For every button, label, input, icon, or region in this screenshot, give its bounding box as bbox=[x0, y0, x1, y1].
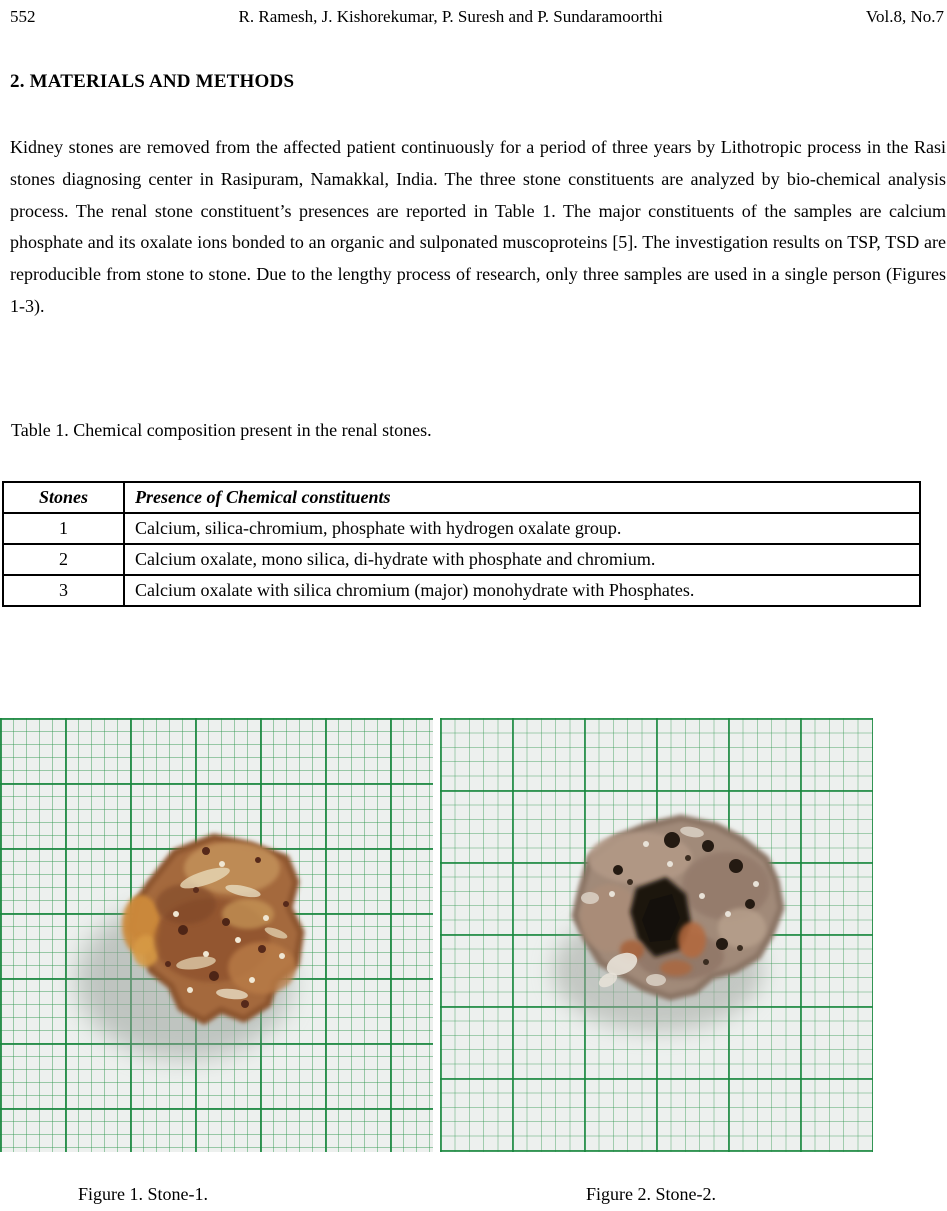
authors-line: R. Ramesh, J. Kishorekumar, P. Suresh and P. Sundaramoorthi bbox=[238, 7, 663, 26]
table-caption: Table 1. Chemical composition present in the renal stones. bbox=[11, 420, 432, 440]
figure-row bbox=[0, 718, 873, 1152]
table-row bbox=[3, 544, 920, 575]
stone-2-graphic bbox=[440, 718, 873, 1152]
stone-number-cell: 3 bbox=[3, 575, 124, 606]
figure-1-photo bbox=[0, 718, 433, 1152]
figure-1-caption: Figure 1. Stone-1. bbox=[78, 1184, 208, 1204]
body-paragraph: Kidney stones are removed from the affected patient continuously for a period of three years by Lithotropic process in the Rasi stones diagnosing center in Rasipuram, Namakkal, India. The three stone constituents are analyzed by bio-chemical analysis process. The renal stone constituent’s presences are reported in Table 1. The major constituents of the samples are calcium phosphate and its oxalate ions bonded to an organic and sulponated muscoproteins [5]. The investigation results on TSP, TSD are reproducible from stone to stone. Due to the lengthy process of research, only three samples are used in a single person (Figures 1-3). bbox=[10, 137, 946, 316]
table-row bbox=[3, 575, 920, 606]
stone-number-cell: 1 bbox=[3, 513, 124, 544]
chemical-composition-table bbox=[2, 481, 921, 607]
constituents-cell: Calcium oxalate with silica chromium (major) monohydrate with Phosphates. bbox=[124, 575, 920, 606]
constituents-cell: Calcium oxalate, mono silica, di-hydrate with phosphate and chromium. bbox=[124, 544, 920, 575]
figure-2-photo bbox=[440, 718, 873, 1152]
col-header-stones: Stones bbox=[3, 482, 124, 513]
constituents-cell: Calcium, silica-chromium, phosphate with hydrogen oxalate group. bbox=[124, 513, 920, 544]
stone-1-graphic bbox=[0, 718, 433, 1152]
page-number: 552 bbox=[10, 7, 36, 26]
section-heading: 2. MATERIALS AND METHODS bbox=[10, 71, 295, 92]
figure-2-caption: Figure 2. Stone-2. bbox=[586, 1184, 716, 1204]
running-head bbox=[10, 7, 944, 27]
stone-number-cell: 2 bbox=[3, 544, 124, 575]
table-header-row bbox=[3, 482, 920, 513]
col-header-constituents: Presence of Chemical constituents bbox=[124, 482, 920, 513]
table-row bbox=[3, 513, 920, 544]
volume-issue: Vol.8, No.7 bbox=[865, 7, 944, 26]
